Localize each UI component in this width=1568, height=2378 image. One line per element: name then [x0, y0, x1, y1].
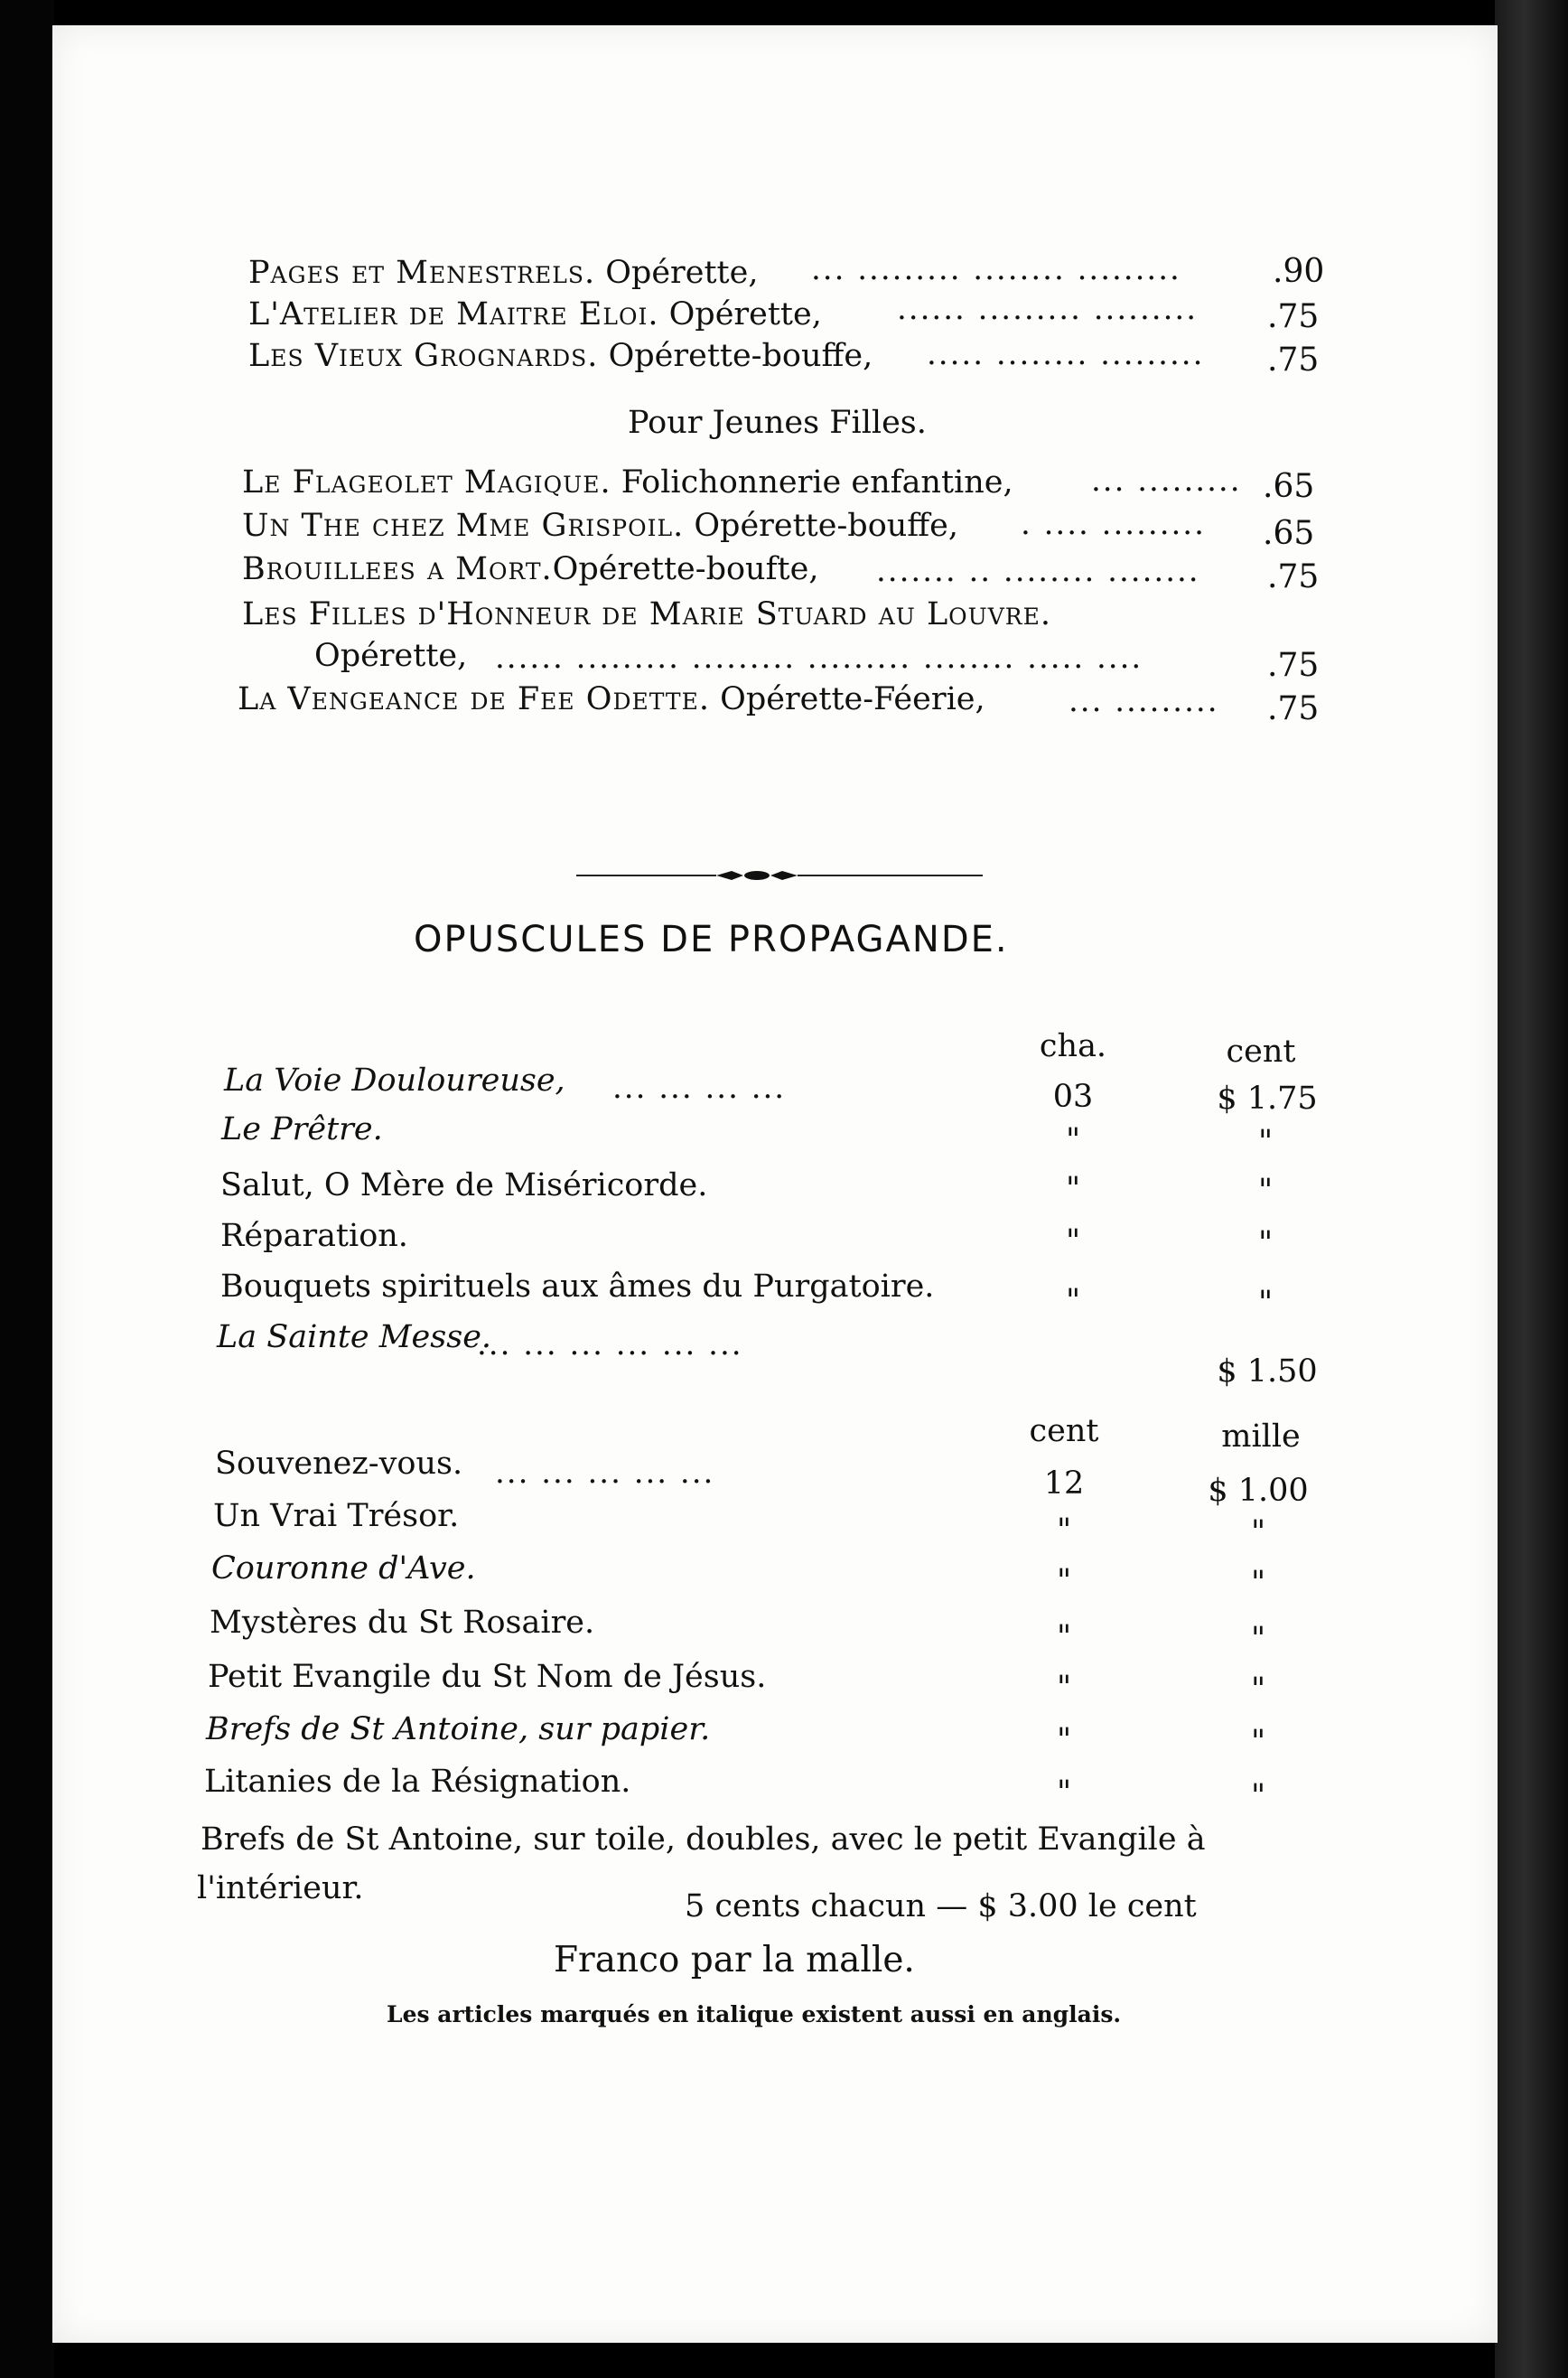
item-type: Opérette,	[314, 638, 468, 674]
column-header: cha.	[1039, 1028, 1107, 1064]
table-cell: "	[1250, 1514, 1266, 1550]
leader-dots: ... .........	[1091, 463, 1242, 499]
item-price: .65	[1263, 468, 1315, 505]
item-price: .75	[1267, 342, 1320, 379]
item-title: La Vengeance de Fee Odette.	[238, 681, 710, 717]
table-cell: 03	[1052, 1079, 1094, 1115]
list-item	[248, 253, 758, 293]
item-type: Opérette-Féerie,	[720, 681, 985, 717]
table-row: Souvenez-vous.	[215, 1446, 463, 1482]
table-row: La Sainte Messe.	[217, 1319, 492, 1355]
list-item	[248, 336, 873, 376]
leader-dots: ... ... ... ... ...	[495, 1455, 715, 1491]
item-type: Opérette,	[605, 255, 759, 291]
item-title: Brouillees a Mort.	[242, 551, 553, 587]
table-cell: "	[1250, 1565, 1266, 1601]
leader-dots: ... ... ... ...	[612, 1070, 787, 1106]
price-line: 5 cents chacun — $ 3.00 le cent	[685, 1888, 1197, 1924]
item-price: .90	[1273, 253, 1325, 290]
table-row: Couronne d'Ave.	[211, 1550, 476, 1587]
paragraph-line: Brefs de St Antoine, sur toile, doubles, avec le petit Evangile à	[201, 1821, 1206, 1858]
table-cell: "	[1257, 1285, 1274, 1321]
list-item	[248, 295, 822, 334]
table-cell: "	[1250, 1778, 1266, 1814]
table-cell: "	[1056, 1774, 1072, 1811]
table-cell: $ 1.50	[1217, 1353, 1318, 1390]
item-price: .65	[1263, 515, 1315, 552]
table-cell: "	[1056, 1563, 1072, 1599]
table-row: Le Prêtre.	[221, 1111, 383, 1147]
table-cell: $ 1.00	[1208, 1473, 1309, 1509]
table-cell: "	[1065, 1223, 1081, 1259]
item-type: Opérette-boufte,	[552, 551, 819, 587]
section-heading: Pour Jeunes Filles.	[628, 405, 927, 441]
item-title: Les Filles d'Honneur de Marie Stuard au Louvre.	[242, 596, 1052, 632]
item-title: Pages et Menestrels.	[248, 255, 596, 291]
book-spine	[1495, 0, 1568, 2378]
table-row: La Voie Douloureuse,	[224, 1063, 565, 1099]
column-header: cent	[1226, 1034, 1296, 1070]
footnote: Les articles marqués en italique existent aussi en anglais.	[387, 2001, 1122, 2027]
table-cell: "	[1250, 1621, 1266, 1657]
table-cell: 12	[1043, 1465, 1085, 1502]
leader-dots: ... ......... ........ .........	[811, 251, 1181, 287]
leader-dots: ... ... ... ... ... ...	[477, 1326, 743, 1362]
table-row: Mystères du St Rosaire.	[210, 1605, 595, 1641]
item-price: .75	[1267, 298, 1320, 335]
table-cell: "	[1056, 1670, 1072, 1706]
table-row: Un Vrai Trésor.	[213, 1498, 460, 1534]
leader-dots: ...... ......... ......... ......... ........ ..... ....	[495, 640, 1143, 676]
document-page	[52, 25, 1498, 2343]
column-header: mille	[1221, 1418, 1301, 1455]
paragraph-line: l'intérieur.	[197, 1870, 364, 1906]
item-type: Opérette-bouffe,	[694, 508, 959, 544]
table-cell: "	[1257, 1124, 1274, 1160]
item-title: Les Vieux Grognards.	[248, 338, 599, 374]
left-margin	[0, 0, 54, 2378]
table-cell: "	[1056, 1619, 1072, 1655]
page-title: OPUSCULES DE PROPAGANDE.	[414, 919, 1009, 960]
table-cell: "	[1250, 1724, 1266, 1760]
table-cell: "	[1056, 1512, 1072, 1549]
item-type: Folichonnerie enfantine,	[621, 464, 1013, 501]
table-cell: "	[1065, 1122, 1081, 1158]
table-cell: "	[1250, 1671, 1266, 1708]
table-cell: "	[1065, 1283, 1081, 1319]
table-cell: "	[1257, 1225, 1274, 1261]
item-title: L'Atelier de Maitre Eloi.	[248, 296, 659, 332]
item-price: .75	[1267, 558, 1320, 595]
table-row: Réparation.	[220, 1218, 408, 1254]
item-type: Opérette-bouffe,	[608, 338, 873, 374]
list-item	[242, 463, 1013, 502]
item-title: Le Flageolet Magique.	[242, 464, 611, 501]
table-row: Bouquets spirituels aux âmes du Purgatoire.	[220, 1269, 935, 1305]
leader-dots: ..... ........ .........	[927, 336, 1205, 372]
ornament-divider	[576, 870, 983, 881]
leader-dots: ...... ......... .........	[897, 291, 1198, 327]
column-header: cent	[1029, 1413, 1099, 1449]
list-item	[238, 679, 985, 719]
list-item	[242, 549, 818, 589]
item-type: Opérette,	[668, 296, 822, 332]
list-item	[242, 594, 1051, 634]
item-price: .75	[1267, 647, 1320, 684]
leader-dots: . .... .........	[1021, 506, 1206, 542]
table-cell: "	[1056, 1722, 1072, 1758]
shipping-note: Franco par la malle.	[554, 1940, 915, 1980]
leader-dots: ....... .. ........ ........	[876, 553, 1200, 589]
table-row: Petit Evangile du St Nom de Jésus.	[208, 1659, 767, 1695]
table-row: Salut, O Mère de Miséricorde.	[220, 1167, 708, 1203]
table-cell: "	[1257, 1173, 1274, 1209]
table-cell: "	[1065, 1171, 1081, 1207]
list-item	[314, 636, 467, 676]
item-title: Un The chez Mme Grispoil.	[242, 508, 685, 544]
item-price: .75	[1267, 690, 1320, 727]
table-row: Brefs de St Antoine, sur papier.	[206, 1711, 711, 1747]
leader-dots: ... .........	[1069, 683, 1219, 719]
table-row: Litanies de la Résignation.	[204, 1764, 631, 1800]
table-cell: $ 1.75	[1217, 1081, 1318, 1117]
list-item	[242, 506, 958, 546]
